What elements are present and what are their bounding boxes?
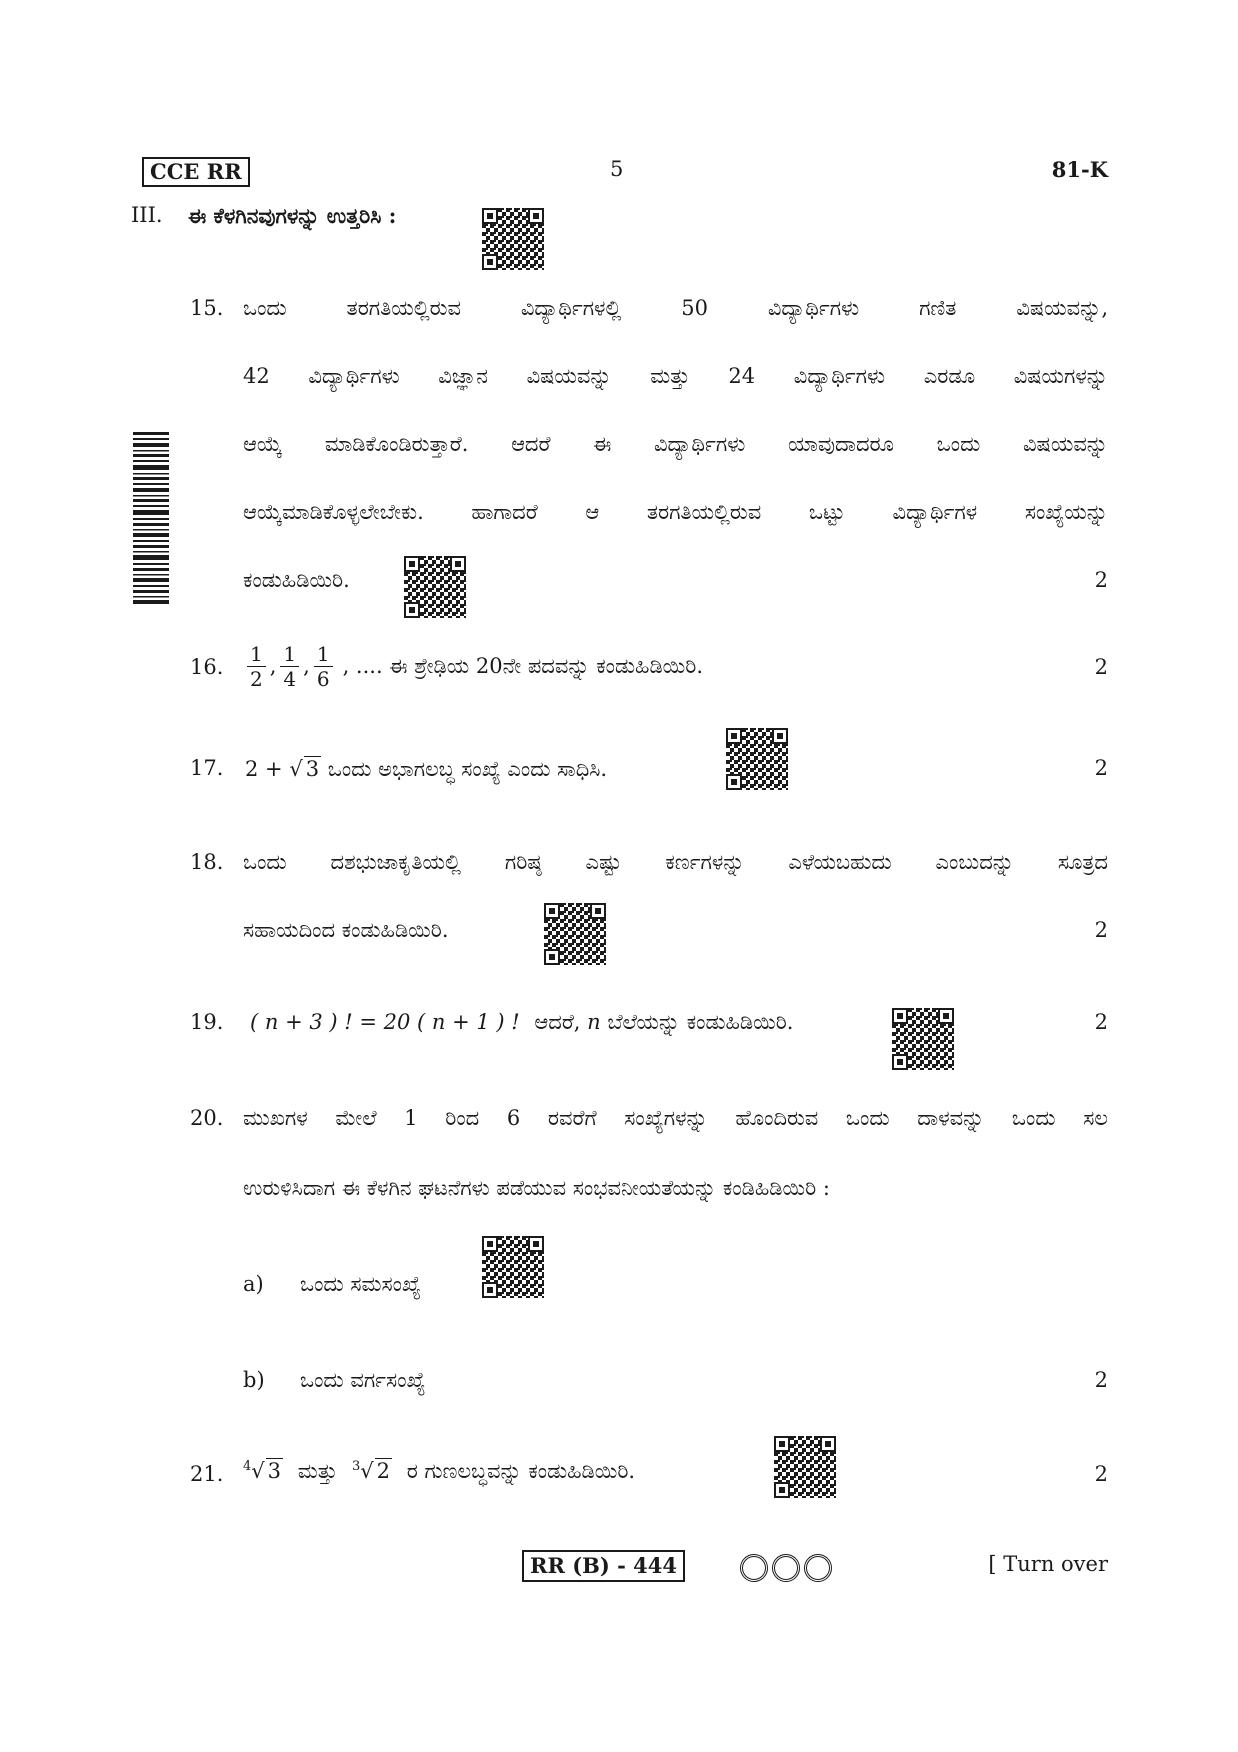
paper-code-right: 81-K — [1051, 157, 1108, 182]
question-15-line-5: ಕಂಡುಹಿಡಿಯಿರಿ. — [243, 568, 350, 592]
question-21-content — [243, 1458, 635, 1484]
question-18-marks: 2 — [1094, 918, 1108, 942]
question-20-a-text: ಒಂದು ಸಮಸಂಖ್ಯೆ — [300, 1272, 421, 1296]
question-20-a-label: a) — [243, 1272, 264, 1296]
question-17-radicand: 3 — [305, 757, 320, 781]
question-17-prefix: 2 + — [245, 757, 283, 781]
question-20-line-2: ಉರುಳಿಸಿದಾಗ ಈ ಕೆಳಗಿನ ಘಟನೆಗಳು ಪಡೆಯುವ ಸಂಭವನೀಯತೆಯನ್ನು ಕಂಡಿಹಿಡಿಯಿರಿ : — [243, 1176, 830, 1200]
barcode — [133, 432, 169, 604]
comma: , — [269, 654, 277, 678]
question-15-number: 15. — [190, 296, 224, 320]
question-19-var: n — [587, 1010, 601, 1034]
qr-code-icon[interactable] — [482, 208, 544, 270]
question-21-marks: 2 — [1094, 1462, 1108, 1486]
question-20-b-text: ಒಂದು ವರ್ಗಸಂಖ್ಯೆ — [300, 1368, 426, 1392]
question-19-equation: ( n + 3 ) ! = 20 ( n + 1 ) ! — [250, 1010, 520, 1034]
question-20-b-label: b) — [243, 1368, 265, 1392]
qr-code-icon[interactable] — [726, 728, 788, 790]
qr-code-icon[interactable] — [892, 1008, 954, 1070]
paper-code-left: CCE RR — [142, 157, 250, 187]
question-18-line-1: ಒಂದು ದಶಭುಜಾಕೃತಿಯಲ್ಲಿ ಗರಿಷ್ಠ ಎಷ್ಟು ಕರ್ಣಗಳನ್ನು ಎಳೆಯಬಹುದು ಎಂಬುದನ್ನು ಸೂತ್ರದ — [243, 850, 1108, 874]
comma: , — [303, 654, 310, 678]
question-16-content — [243, 640, 703, 692]
question-15-marks: 2 — [1094, 568, 1108, 592]
question-21-number: 21. — [190, 1462, 224, 1486]
question-15-line-3: ಆಯ್ಕೆ ಮಾಡಿಕೊಂಡಿರುತ್ತಾರೆ. ಆದರೆ ಈ ವಿದ್ಯಾರ್ಥಿಗಳು ಯಾವುದಾದರೂ ಒಂದು ವಿಷಯವನ್ನು — [243, 432, 1108, 456]
question-20-line-1: ಮುಖಗಳ ಮೇಲೆ 1 ರಿಂದ 6 ರವರೆಗೆ ಸಂಖ್ಯೆಗಳನ್ನು ಹೊಂದಿರುವ ಒಂದು ದಾಳವನ್ನು ಒಂದು ಸಲ — [243, 1106, 1108, 1130]
fraction-2: $\frac{1}{4}$ — [280, 642, 299, 691]
question-18-number: 18. — [190, 850, 224, 874]
sqrt-sign: √ — [289, 757, 303, 781]
root-2: $^3$√ 2 — [352, 1459, 391, 1483]
question-16-marks: 2 — [1094, 655, 1108, 679]
qr-code-icon[interactable] — [774, 1436, 836, 1498]
qr-code-icon[interactable] — [482, 1236, 544, 1298]
question-17-marks: 2 — [1094, 756, 1108, 780]
flower-icon — [772, 1554, 800, 1582]
question-19-number: 19. — [190, 1010, 224, 1034]
question-21-text: ರ ಗುಣಲಬ್ಧವನ್ನು ಕಂಡುಹಿಡಿಯಿರಿ. — [406, 1459, 636, 1483]
turn-over-label: [ Turn over — [988, 1552, 1108, 1576]
question-16-number: 16. — [190, 655, 224, 679]
fraction-3: $\frac{1}{6}$ — [314, 642, 333, 691]
qr-code-icon[interactable] — [404, 556, 466, 618]
root-1: $^4$√ 3 — [243, 1459, 282, 1483]
question-20-marks: 2 — [1094, 1368, 1108, 1392]
question-16-text: , .... ಈ ಶ್ರೇಢಿಯ 20ನೇ ಪದವನ್ನು ಕಂಡುಹಿಡಿಯಿರಿ. — [342, 654, 703, 678]
question-21-middle: ಮತ್ತು — [297, 1459, 338, 1483]
question-19-text-b: ಬೆಲೆಯನ್ನು ಕಂಡುಹಿಡಿಯಿರಿ. — [607, 1010, 794, 1034]
question-15-line-4: ಆಯ್ಕೆಮಾಡಿಕೊಳ್ಳಲೇಬೇಕು. ಹಾಗಾದರೆ ಆ ತರಗತಿಯಲ್ಲಿರುವ ಒಟ್ಟು ವಿದ್ಯಾರ್ಥಿಗಳ ಸಂಖ್ಯೆಯನ್ನು — [243, 500, 1108, 524]
flower-icon — [740, 1554, 768, 1582]
question-17-number: 17. — [190, 756, 224, 780]
page-number: 5 — [610, 157, 624, 181]
question-17-content — [245, 756, 607, 782]
question-19-content — [250, 1010, 793, 1035]
fraction-1: $\frac{1}{2}$ — [247, 642, 266, 691]
question-15-line-2: 42 ವಿದ್ಯಾರ್ಥಿಗಳು ವಿಜ್ಞಾನ ವಿಷಯವನ್ನು ಮತ್ತು 24 ವಿದ್ಯಾರ್ಥಿಗಳು ಎರಡೂ ವಿಷಯಗಳನ್ನು — [243, 364, 1108, 388]
section-numeral: III. — [131, 203, 163, 227]
footer-code: RR (B) - 444 — [522, 1550, 685, 1582]
qr-code-icon[interactable] — [544, 903, 606, 965]
question-18-line-2: ಸಹಾಯದಿಂದ ಕಂಡುಹಿಡಿಯಿರಿ. — [243, 918, 449, 942]
question-19-text-a: ಆದರೆ, — [534, 1010, 581, 1034]
footer-flower-icons — [740, 1554, 836, 1582]
question-20-number: 20. — [190, 1106, 224, 1130]
flower-icon — [804, 1554, 832, 1582]
section-instruction: ಈ ಕೆಳಗಿನವುಗಳನ್ನು ಉತ್ತರಿಸಿ : — [188, 203, 397, 228]
question-17-text: ಒಂದು ಅಭಾಗಲಬ್ಧ ಸಂಖ್ಯೆ ಎಂದು ಸಾಧಿಸಿ. — [327, 757, 608, 781]
question-15-line-1: ಒಂದು ತರಗತಿಯಲ್ಲಿರುವ ವಿದ್ಯಾರ್ಥಿಗಳಲ್ಲಿ 50 ವಿದ್ಯಾರ್ಥಿಗಳು ಗಣಿತ ವಿಷಯವನ್ನು, — [243, 296, 1108, 320]
question-19-marks: 2 — [1094, 1010, 1108, 1034]
